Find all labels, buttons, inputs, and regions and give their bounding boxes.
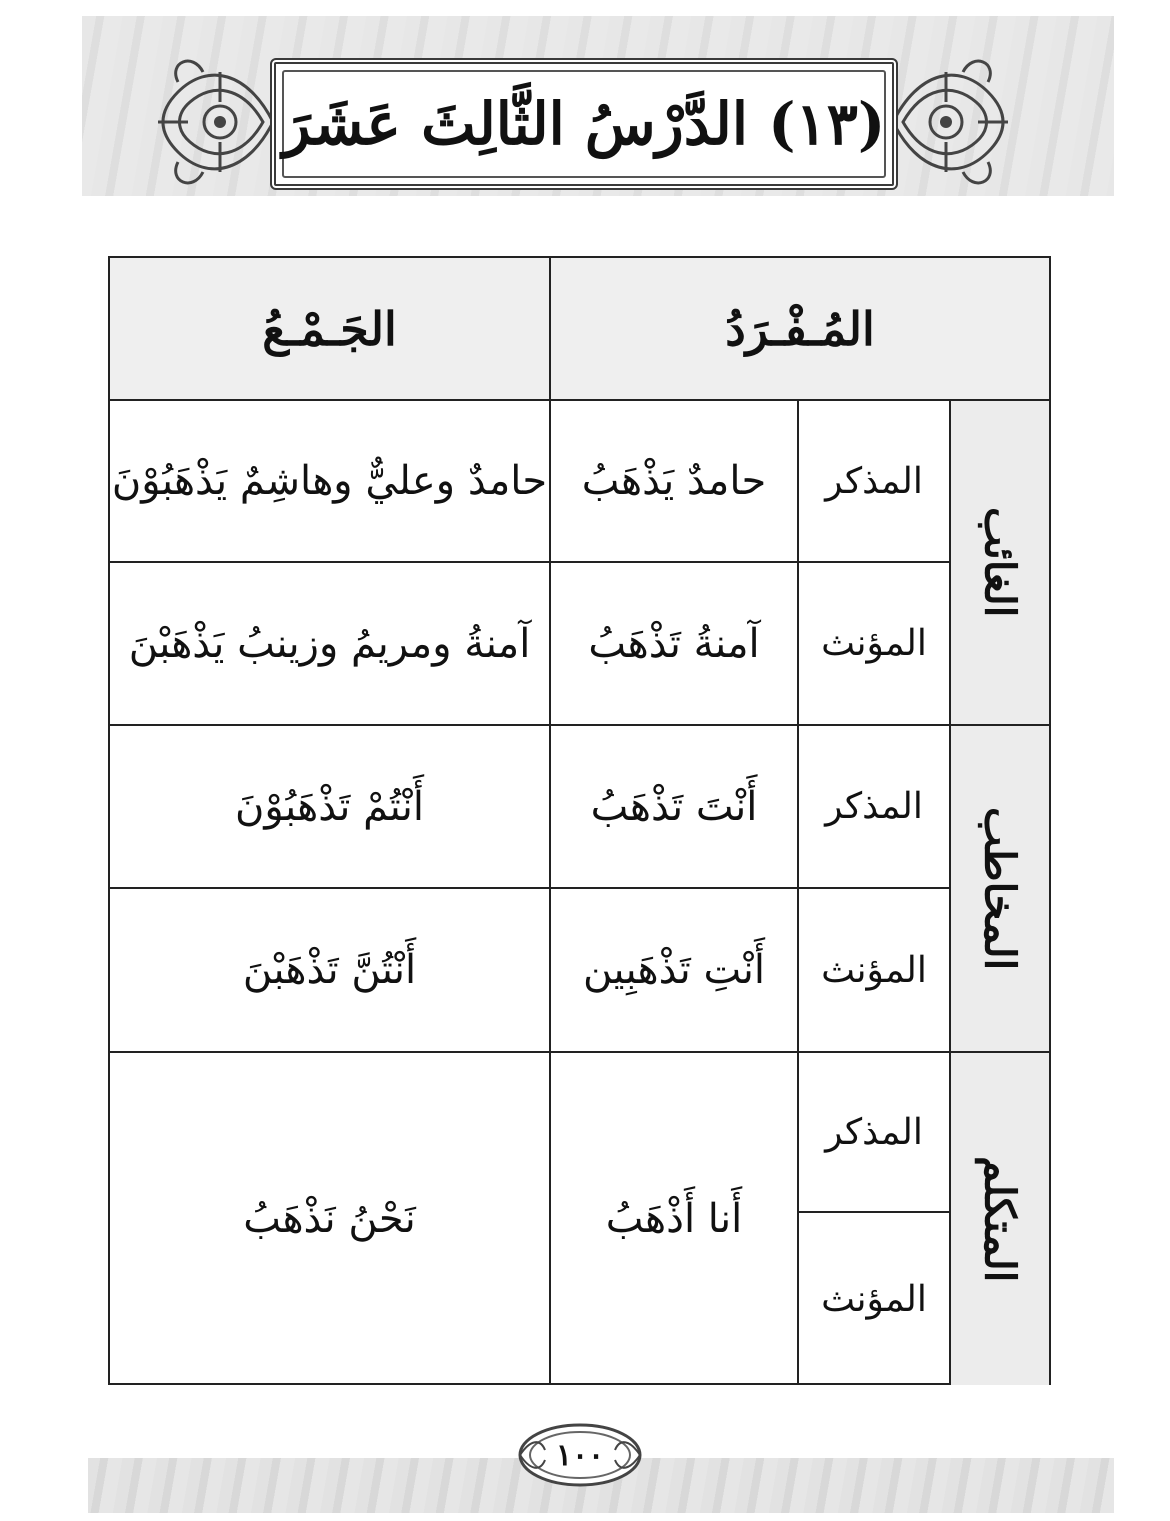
group-addressee bbox=[951, 726, 1049, 1051]
singular-cell: أَنْتِ تَذْهَبِين bbox=[582, 947, 766, 993]
lesson-title-banner bbox=[270, 58, 898, 190]
gender-masc-label: المذكر bbox=[825, 460, 923, 502]
group-speaker-label: المتكلم bbox=[975, 1155, 1025, 1283]
gender-masc-label: المذكر bbox=[825, 1111, 923, 1153]
plural-cell: نَحْنُ نَذْهَبُ bbox=[243, 1196, 416, 1242]
header-plural: الجَـمْـعُ bbox=[110, 258, 549, 399]
gender-fem-label: المؤنث bbox=[821, 623, 927, 664]
plural-cell: أَنْتُنَّ تَذْهَبْنَ bbox=[242, 947, 417, 993]
page-number-badge bbox=[515, 1420, 645, 1490]
gender-fem-label: المؤنث bbox=[821, 1278, 927, 1320]
conjugation-table bbox=[108, 256, 1051, 1385]
group-speaker bbox=[951, 1053, 1049, 1385]
plural-cell: حامدٌ وعليٌّ وهاشِمٌ يَذْهَبُوْنَ bbox=[111, 458, 548, 504]
left-arabesque-ornament bbox=[148, 42, 278, 202]
group-addressee-label: المخاطب bbox=[975, 806, 1025, 971]
group-absent bbox=[951, 401, 1049, 724]
header-singular: المُـفْـرَدُ bbox=[551, 258, 1049, 399]
page-number: ١٠٠ bbox=[555, 1437, 605, 1473]
lesson-title: (١٣) الدَّرْسُ الثَّالِثَ عَشَرَ bbox=[282, 90, 886, 158]
plural-cell: آمنةُ ومريمُ وزينبُ يَذْهَبْنَ bbox=[128, 620, 531, 667]
singular-cell: أَنْتَ تَذْهَبُ bbox=[590, 783, 758, 830]
plural-cell: أَنْتُمْ تَذْهَبُوْنَ bbox=[235, 783, 424, 830]
right-arabesque-ornament bbox=[888, 42, 1018, 202]
gender-fem-label: المؤنث bbox=[821, 949, 927, 991]
singular-cell: حامدٌ يَذْهَبُ bbox=[581, 458, 767, 504]
singular-cell: آمنةُ تَذْهَبُ bbox=[588, 620, 760, 667]
group-absent-label: الغائب bbox=[975, 507, 1025, 618]
singular-cell: أَنا أَذْهَبُ bbox=[605, 1196, 743, 1242]
gender-masc-label: المذكر bbox=[825, 786, 923, 827]
